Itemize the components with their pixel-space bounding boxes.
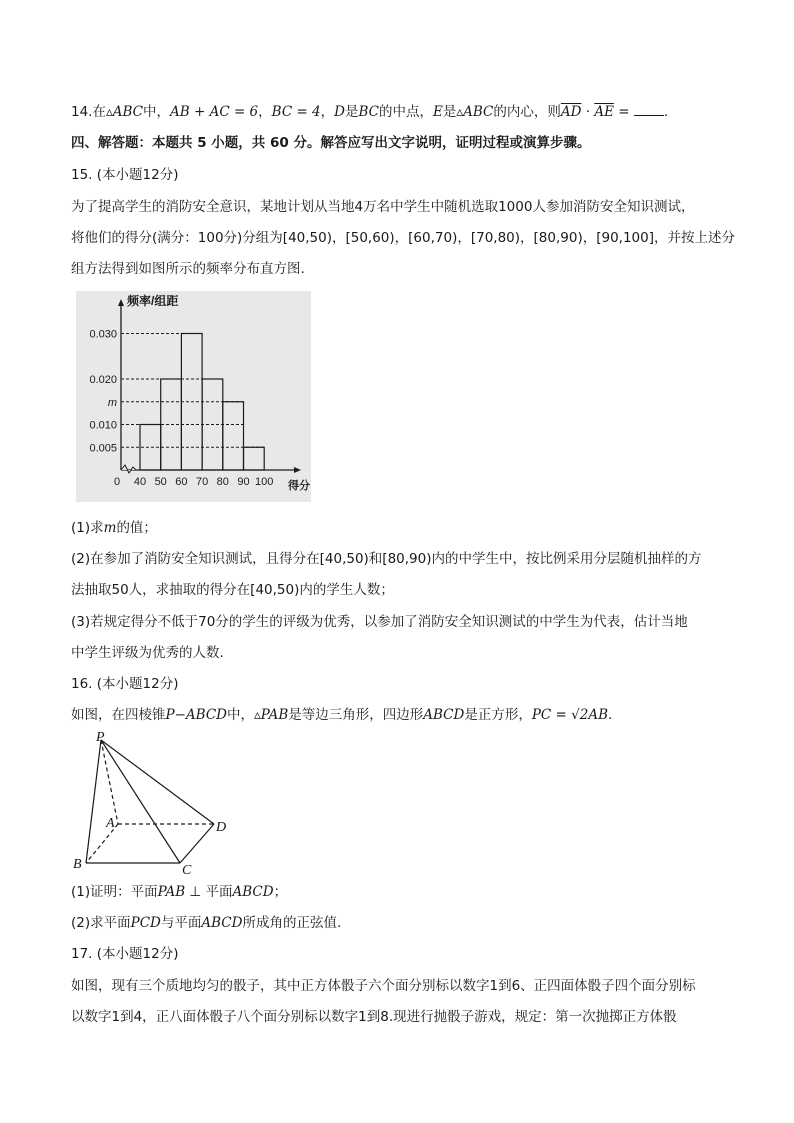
q17-text-line1: 如图，现有三个质地均匀的骰子，其中正方体骰子六个面分别标以数字1到6、正四面体骰子四个面分别标 bbox=[71, 978, 696, 994]
x-tick-label: 0 bbox=[113, 476, 121, 488]
y-tick-label: m bbox=[107, 396, 117, 409]
x-tick-label: 50 bbox=[154, 476, 167, 488]
y-tick-label: 0.005 bbox=[89, 442, 117, 455]
label-c: C bbox=[182, 863, 192, 876]
q15-text-line1: 为了提高学生的消防安全意识，某地计划从当地4万名中学生中随机选取1000人参加消防安全知识测试， bbox=[71, 199, 695, 215]
q14-number: 14. bbox=[71, 104, 93, 120]
edge-cd bbox=[180, 824, 214, 863]
edge-pc bbox=[101, 740, 180, 863]
label-d: D bbox=[216, 820, 227, 835]
edge-pd bbox=[101, 740, 214, 824]
x-tick-label: 100 bbox=[255, 476, 274, 488]
section-4-heading: 四、解答题：本题共 5 小题，共 60 分。解答应写出文字说明，证明过程或演算步骤。 bbox=[71, 135, 591, 151]
answer-blank[interactable] bbox=[634, 103, 664, 116]
x-tick-label: 40 bbox=[133, 476, 147, 488]
label-a: A bbox=[106, 816, 115, 831]
q15-sub1: (1)求m的值； bbox=[71, 520, 157, 536]
q15-sub3-line1: (3)若规定得分不低于70分的学生的评级为优秀，以参加了消防安全知识测试的中学生为代表，估计当地 bbox=[71, 614, 688, 630]
q15-sub3-line2: 中学生评级为优秀的人数. bbox=[71, 645, 224, 661]
question-17-header: 17. (本小题12分) bbox=[71, 946, 179, 962]
q15-text-line3: 组方法得到如图所示的频率分布直方图. bbox=[71, 261, 305, 277]
x-tick-label: 70 bbox=[195, 476, 209, 488]
label-b: B bbox=[73, 857, 82, 872]
q16-intro: 如图，在四棱锥P−ABCD中，▵PAB是等边三角形，四边形ABCD是正方形，PC = √2AB. bbox=[71, 707, 613, 723]
x-tick-label: 90 bbox=[237, 476, 250, 488]
x-tick-label: 80 bbox=[216, 476, 229, 488]
histogram-bar bbox=[244, 447, 265, 470]
x-axis-arrow bbox=[294, 467, 301, 473]
y-tick-label: 0.020 bbox=[89, 374, 117, 386]
y-tick-label: 0.010 bbox=[89, 419, 117, 432]
frequency-histogram bbox=[76, 291, 311, 502]
question-15-header: 15. (本小题12分) bbox=[71, 167, 179, 183]
q16-sub2: (2)求平面PCD与平面ABCD所成角的正弦值. bbox=[71, 915, 342, 931]
q17-text-line2: 以数字1到4，正八面体骰子八个面分别标以数字1到8.现进行抛骰子游戏，规定：第一次抛掷正方体骰 bbox=[71, 1009, 677, 1025]
q15-sub2-line1: (2)在参加了消防安全知识测试，且得分在[40,50)和[80,90)内的中学生中，按比例采用分层随机抽样的方 bbox=[71, 551, 702, 567]
y-axis-arrow bbox=[118, 299, 124, 306]
q15-sub2-line2: 法抽取50人，求抽取的得分在[40,50)内的学生人数； bbox=[71, 582, 394, 598]
question-14: 14.在▵ABC中，AB + AC = 6，BC = 4，D是BC的中点，E是▵ABC的内心，则$\overline{AD} \cdot \overline{AE}$ = . bbox=[71, 104, 669, 120]
axis-break bbox=[121, 465, 140, 473]
y-tick-label: 0.030 bbox=[89, 328, 117, 341]
q15-text-line2: 将他们的得分(满分：100分)分组为[40,50)，[50,60)，[60,70)，[70,80)，[80,90)，[90,100]，并按上述分 bbox=[71, 230, 735, 246]
x-axis-label: 得分 bbox=[288, 480, 310, 492]
label-p: P bbox=[96, 730, 105, 745]
question-16-header: 16. (本小题12分) bbox=[71, 676, 179, 692]
edge-pb bbox=[86, 740, 101, 863]
pyramid-figure bbox=[68, 728, 238, 876]
q16-sub1: (1)证明：平面PAB ⊥ 平面ABCD； bbox=[71, 884, 288, 900]
y-axis-label: 频率/组距 bbox=[127, 294, 179, 308]
histogram-bar bbox=[223, 402, 244, 470]
x-tick-label: 60 bbox=[175, 476, 188, 488]
